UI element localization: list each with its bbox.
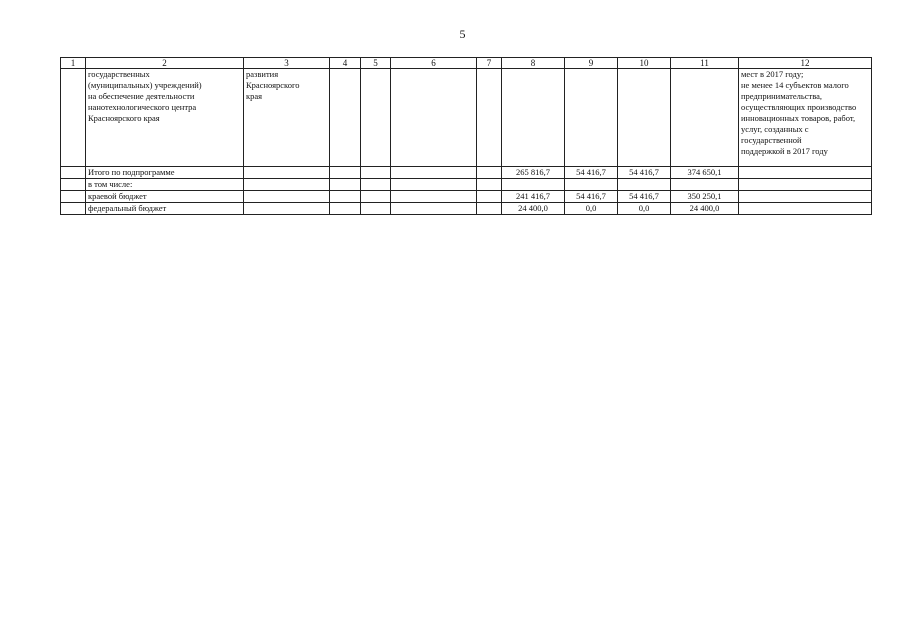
table-cell <box>244 191 330 203</box>
amount-cell: 265 816,7 <box>502 167 565 179</box>
amount-cell <box>502 179 565 191</box>
table-cell <box>391 191 477 203</box>
table-cell <box>391 203 477 215</box>
amount-cell <box>565 179 618 191</box>
row-label: в том числе: <box>86 179 244 191</box>
table-cell <box>739 179 872 191</box>
row-label: краевой бюджет <box>86 191 244 203</box>
column-header: 12 <box>739 58 872 69</box>
table-cell <box>361 191 391 203</box>
executor-cell: развития Красноярского края <box>244 69 330 167</box>
table-cell <box>61 69 86 167</box>
table-header-row <box>61 58 872 69</box>
amount-cell: 54 416,7 <box>618 191 671 203</box>
amount-cell: 54 416,7 <box>618 167 671 179</box>
table-cell <box>671 69 739 167</box>
table-cell <box>477 203 502 215</box>
row-label: Итого по подпрограмме <box>86 167 244 179</box>
column-header: 3 <box>244 58 330 69</box>
table-cell <box>244 167 330 179</box>
amount-cell: 24 400,0 <box>671 203 739 215</box>
table-cell <box>330 167 361 179</box>
column-header: 10 <box>618 58 671 69</box>
table-cell <box>739 203 872 215</box>
column-header: 1 <box>61 58 86 69</box>
amount-cell: 241 416,7 <box>502 191 565 203</box>
table-cell <box>565 69 618 167</box>
table-cell <box>502 69 565 167</box>
table-cell <box>244 203 330 215</box>
expected-result-cell: мест в 2017 году; не менее 14 субъектов малого предпринимательства, осуществляющих производство инновационных товаров, работ, услуг, созданных с государственной поддержкой в 2017 году <box>739 69 872 167</box>
table-cell <box>739 167 872 179</box>
column-header: 2 <box>86 58 244 69</box>
table-cell <box>477 191 502 203</box>
table-cell <box>477 179 502 191</box>
column-header: 6 <box>391 58 477 69</box>
table-row <box>61 203 872 215</box>
table-cell <box>61 179 86 191</box>
table-cell <box>477 69 502 167</box>
table-cell <box>618 69 671 167</box>
table-row <box>61 191 872 203</box>
table-cell <box>61 167 86 179</box>
table-cell <box>391 167 477 179</box>
amount-cell <box>618 179 671 191</box>
amount-cell: 374 650,1 <box>671 167 739 179</box>
amount-cell: 54 416,7 <box>565 191 618 203</box>
event-description-cell: государственных (муниципальных) учреждений) на обеспечение деятельности нанотехнологического центра Красноярского края <box>86 69 244 167</box>
table-cell <box>330 191 361 203</box>
table-cell <box>361 69 391 167</box>
amount-cell: 350 250,1 <box>671 191 739 203</box>
table-cell <box>361 203 391 215</box>
column-header: 8 <box>502 58 565 69</box>
table-cell <box>477 167 502 179</box>
amount-cell: 0,0 <box>565 203 618 215</box>
table-row <box>61 69 872 167</box>
amount-cell <box>671 179 739 191</box>
page-number: 5 <box>459 27 466 41</box>
column-header: 9 <box>565 58 618 69</box>
amount-cell: 0,0 <box>618 203 671 215</box>
column-header: 7 <box>477 58 502 69</box>
amount-cell: 24 400,0 <box>502 203 565 215</box>
table-cell <box>330 203 361 215</box>
table-row <box>61 179 872 191</box>
table-cell <box>361 179 391 191</box>
budget-table <box>60 57 872 215</box>
row-label: федеральный бюджет <box>86 203 244 215</box>
column-header: 5 <box>361 58 391 69</box>
table-row <box>61 167 872 179</box>
table-cell <box>391 69 477 167</box>
table-cell <box>391 179 477 191</box>
table-cell <box>739 191 872 203</box>
table-cell <box>61 203 86 215</box>
column-header: 11 <box>671 58 739 69</box>
table-cell <box>330 179 361 191</box>
column-header: 4 <box>330 58 361 69</box>
table-cell <box>330 69 361 167</box>
table-cell <box>61 191 86 203</box>
table-cell <box>244 179 330 191</box>
amount-cell: 54 416,7 <box>565 167 618 179</box>
table-cell <box>361 167 391 179</box>
